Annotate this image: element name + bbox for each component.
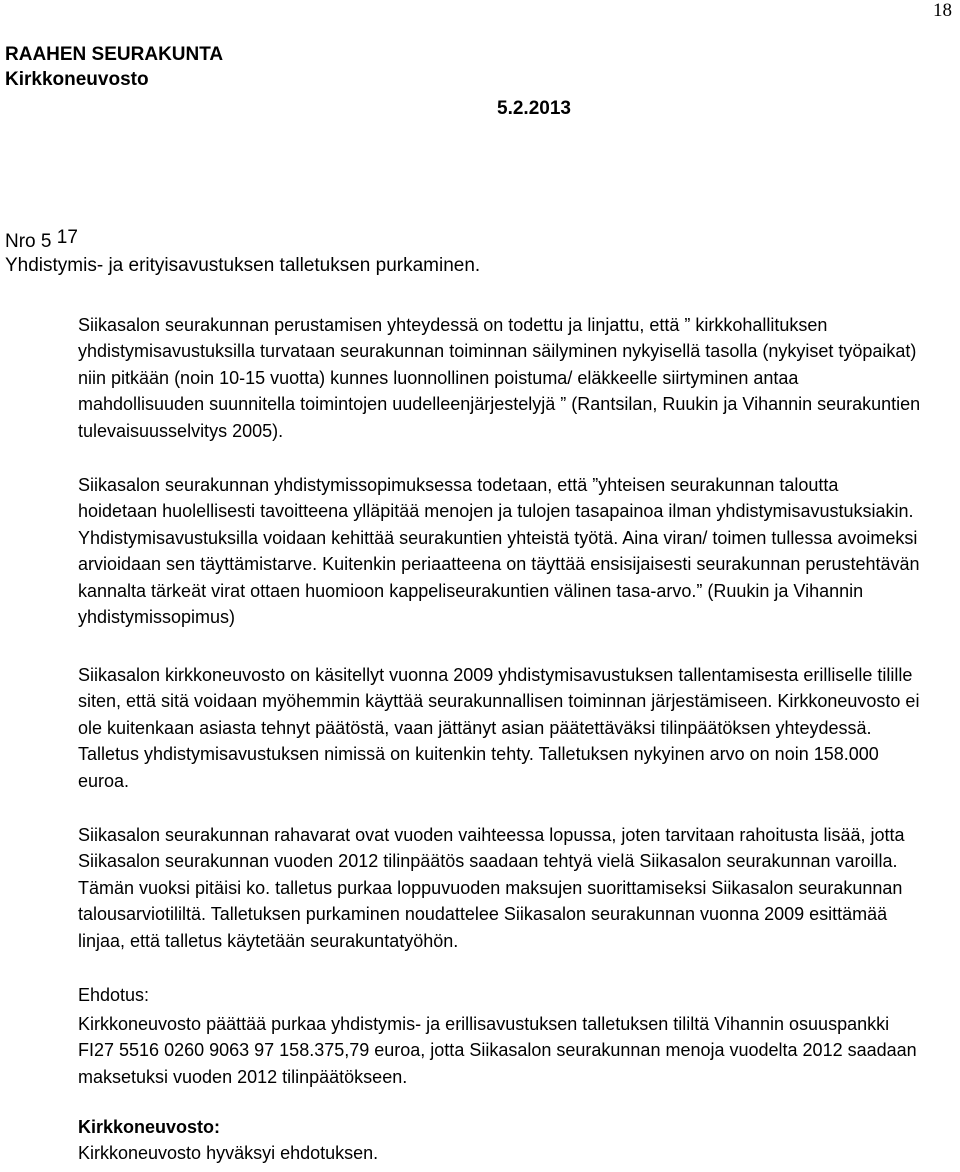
paragraph-line: kannalta tärkeät virat ottaen huomioon kappeliseurakuntien välinen tasa-arvo.” (Ruukin ja Vihannin (78, 580, 864, 601)
paragraph-line: arvioidaan sen täyttämistarve. Kuitenkin periaatteena on täyttää ensisijaisesti seurakunnan perustehtävän (78, 554, 920, 575)
paragraph-line: niin pitkään (noin 10-15 vuotta) kunnes luonnollinen poistuma/ eläkkeelle siirtyminen antaa (78, 367, 799, 388)
item-number (5, 227, 78, 253)
paragraph-line: Yhdistymisavustuksilla voidaan kehittää seurakuntien yhteistä työtä. Aina viran/ toimen tullessa avoimeksi (78, 527, 918, 548)
decision-label: Kirkkoneuvosto: (78, 1117, 221, 1137)
proposal-line: maksetuksi vuoden 2012 tilinpäätökseen. (78, 1066, 408, 1087)
paragraph-line: Talletus yhdistymisavustuksen nimissä on kuitenkin tehty. Talletuksen nykyinen arvo on noin 158.000 (78, 744, 879, 765)
paragraph-line: tulevaisuusselvitys 2005). (78, 420, 284, 441)
paragraph-line: yhdistymissopimus) (78, 607, 236, 628)
proposal-text (78, 1011, 958, 1090)
paragraph-line: ole kuitenkaan asiasta tehnyt päätöstä, vaan jättänyt asian päätettäväksi tilinpäätöksen yhteydessä. (78, 717, 872, 738)
paragraph-deposit (78, 662, 958, 794)
paragraph-funds (78, 822, 958, 954)
page-number: 18 (933, 0, 952, 21)
proposal-line: FI27 5516 0260 9063 97 158.375,79 euroa, jotta Siikasalon seurakunnan menoja vuodelta 2012 saadaan (78, 1040, 917, 1061)
item-title: Yhdistymis- ja erityisavustuksen talletuksen purkaminen. (5, 255, 481, 276)
item-number-value: 17 (56, 227, 78, 248)
item-number-prefix: Nro 5 (5, 231, 52, 252)
paragraph-line: yhdistymisavustuksilla turvataan seurakunnan toiminnan säilyminen nykyisellä tasolla (nykyiset työpaikat) (78, 341, 917, 362)
paragraph-line: Siikasalon seurakunnan perustamisen yhteydessä on todettu ja linjattu, että ” kirkkohallituksen (78, 315, 828, 335)
paragraph-agreement (78, 472, 958, 630)
organization-name: RAAHEN SEURAKUNTA (5, 44, 224, 65)
paragraph-line: hoidetaan huolellisesti tavoitteena ylläpitää menojen ja tulojen tasapainoa ilman yhdistymisavustuksiakin. (78, 501, 914, 522)
paragraph-line: Siikasalon seurakunnan yhdistymissopimuksessa todetaan, että ”yhteisen seurakunnan taloutta (78, 475, 839, 495)
paragraph-line: Tämän vuoksi pitäisi ko. talletus purkaa loppuvuoden maksujen suorittamiseksi Siikasalon seurakunnan (78, 877, 903, 898)
meeting-date: 5.2.2013 (497, 98, 571, 119)
paragraph-background (78, 312, 958, 444)
proposal-line: Kirkkoneuvosto päättää purkaa yhdistymis- ja erillisavustuksen talletuksen tililtä Vihannin osuuspankki (78, 1014, 890, 1034)
paragraph-line: talousarviotililtä. Talletuksen purkaminen noudattelee Siikasalon seurakunnan vuonna 2009 esittämää (78, 904, 888, 925)
paragraph-line: linjaa, että talletus käytetään seurakuntatyöhön. (78, 930, 459, 951)
paragraph-line: Siikasalon kirkkoneuvosto on käsitellyt vuonna 2009 yhdistymisavustuksen tallentamisesta erilliselle tilille (78, 665, 913, 685)
paragraph-line: Siikasalon seurakunnan vuoden 2012 tilinpäätös saadaan tehtyä vielä Siikasalon seurakunnan varoilla. (78, 851, 898, 872)
paragraph-line: siten, että sitä voidaan myöhemmin käyttää seurakunnallisen toiminnan järjestämiseen. Kirkkoneuvosto ei (78, 691, 920, 712)
paragraph-line: Siikasalon seurakunnan rahavarat ovat vuoden vaihteessa lopussa, joten tarvitaan rahoitusta lisää, jotta (78, 825, 905, 845)
paragraph-line: euroa. (78, 770, 130, 791)
proposal-label: Ehdotus: (78, 985, 150, 1005)
paragraph-line: mahdollisuuden suunnitella toimintojen uudelleenjärjestelyjä ” (Rantsilan, Ruukin ja Vihannin seurakuntien (78, 394, 921, 415)
decision-text: Kirkkoneuvosto hyväksyi ehdotuksen. (78, 1143, 379, 1163)
governing-body: Kirkkoneuvosto (5, 69, 149, 90)
